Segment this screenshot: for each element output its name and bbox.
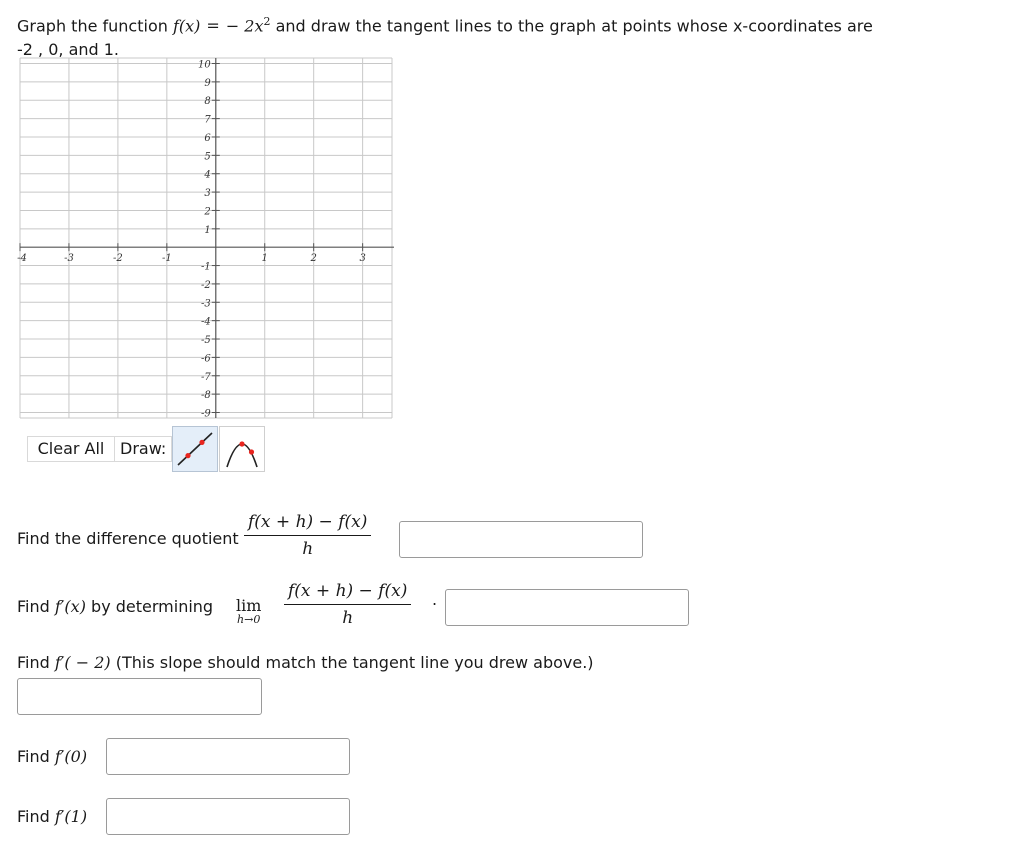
- y-tick-label: 3: [204, 188, 211, 200]
- y-tick-label: -5: [201, 335, 211, 347]
- y-tick-label: 10: [198, 59, 211, 71]
- q3-label-pre: Find: [17, 653, 50, 672]
- q4-label-pre: Find: [17, 747, 50, 766]
- q2-lim: lim: [236, 596, 262, 615]
- q2-lim-sub: h→0: [237, 613, 261, 626]
- x-tick-label: 1: [261, 253, 268, 265]
- y-tick-label: -9: [201, 408, 211, 420]
- problem-intro: Graph the function: [17, 16, 168, 36]
- function-exponent: 2: [263, 15, 271, 28]
- problem-statement: [17, 10, 1007, 62]
- q2-denominator: h: [342, 608, 354, 628]
- problem-outro: and draw the tangent lines to the graph at points whose x-coordinates are: [275, 16, 873, 36]
- y-tick-label: -4: [201, 316, 211, 328]
- q2-fraction: [284, 581, 411, 628]
- line-tool-point-2: [199, 440, 204, 445]
- y-tick-label: 2: [204, 206, 211, 218]
- x-tick-label: 3: [359, 253, 366, 265]
- q3-label-post: (This slope should match the tangent line you drew above.): [115, 653, 594, 672]
- function-name: f(x): [172, 16, 201, 36]
- q3-label-func: f′( − 2): [54, 653, 111, 672]
- equals-sign: =: [206, 16, 220, 36]
- parabola-tool-vertex: [239, 441, 244, 446]
- parabola-tool-button[interactable]: [219, 426, 265, 472]
- q3-label: [17, 652, 594, 674]
- y-tick-label: -8: [201, 390, 211, 402]
- q2-label-pre: Find: [17, 597, 50, 616]
- y-tick-label: -2: [201, 279, 211, 291]
- q1-denominator: h: [302, 539, 314, 559]
- line-tool-button[interactable]: [172, 426, 218, 472]
- y-tick-label: 4: [204, 169, 211, 181]
- q2-label-post: by determining: [91, 597, 214, 616]
- q4-label-func: f′(0): [54, 747, 88, 766]
- x-tick-label: -1: [161, 253, 172, 265]
- y-tick-label: 7: [204, 114, 211, 126]
- q2-label: [17, 596, 213, 618]
- y-tick-label: 6: [204, 132, 211, 144]
- y-tick-label: 1: [204, 224, 211, 236]
- draw-label: Draw:: [115, 436, 172, 462]
- difference-quotient-input[interactable]: [399, 521, 643, 558]
- q1-label: Find the difference quotient: [17, 529, 239, 548]
- q2-numerator: f(x + h) − f(x): [284, 581, 411, 605]
- y-tick-label: -1: [201, 261, 211, 273]
- y-tick-label: 5: [204, 151, 211, 163]
- f-prime-neg2-input[interactable]: [17, 678, 262, 715]
- q2-limit: [236, 596, 262, 627]
- graph-canvas[interactable]: [17, 56, 396, 420]
- q5-label-func: f′(1): [54, 807, 88, 826]
- x-tick-label: 2: [310, 253, 317, 265]
- q2-period: .: [432, 590, 438, 609]
- derivative-input[interactable]: [445, 589, 689, 626]
- f-prime-1-input[interactable]: [106, 798, 350, 835]
- parabola-tool-icon: [220, 427, 264, 471]
- y-tick-label: 9: [204, 77, 211, 89]
- problem-points: -2 , 0, and 1.: [17, 40, 120, 60]
- x-tick-label: -3: [64, 253, 74, 265]
- function-rhs: − 2x: [225, 16, 264, 36]
- clear-all-button[interactable]: Clear All: [27, 436, 115, 462]
- q1-fraction: [244, 512, 371, 559]
- y-tick-label: -7: [201, 371, 211, 383]
- line-tool-point-1: [185, 453, 190, 458]
- q1-numerator: f(x + h) − f(x): [244, 512, 371, 536]
- q5-label: [17, 806, 87, 828]
- parabola-tool-point: [249, 449, 254, 454]
- q4-label: [17, 746, 87, 768]
- y-tick-label: -6: [201, 353, 211, 365]
- line-tool-icon: [173, 427, 217, 471]
- f-prime-0-input[interactable]: [106, 738, 350, 775]
- x-tick-label: -2: [113, 253, 123, 265]
- y-tick-label: 8: [204, 96, 211, 108]
- q5-label-pre: Find: [17, 807, 50, 826]
- x-tick-label: -4: [17, 253, 27, 265]
- q2-label-func: f′(x): [54, 597, 86, 616]
- y-tick-label: -3: [201, 298, 211, 310]
